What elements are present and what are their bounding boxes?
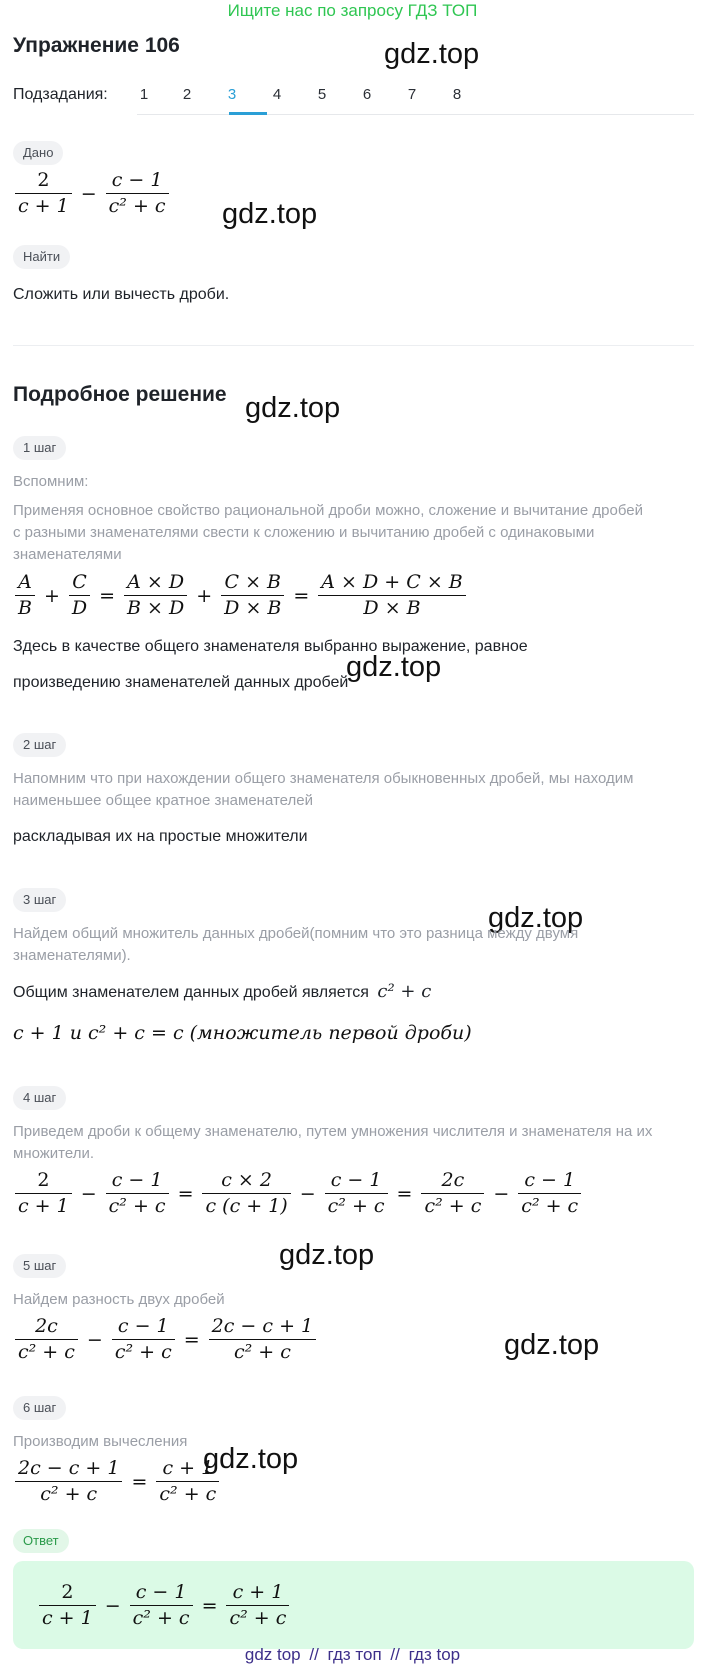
fraction-numerator: c × 2 — [221, 1169, 272, 1191]
step-text — [13, 981, 431, 1002]
fraction-numerator: 2 — [37, 169, 50, 191]
fraction-denominator: D × B — [363, 597, 421, 619]
step-text-label: Общим знаменателем данных дробей является — [13, 984, 369, 1001]
step-text: раскладывая их на простые множители — [13, 828, 308, 845]
given-expression — [12, 168, 172, 219]
step-badge: 1 шаг — [13, 436, 66, 460]
watermark: gdz.top — [245, 392, 341, 424]
step-badge: 4 шаг — [13, 1086, 66, 1110]
active-tab-indicator — [229, 112, 267, 115]
fraction-numerator: c − 1 — [117, 1315, 169, 1337]
fraction-numerator: c − 1 — [111, 1169, 163, 1191]
step-badge: 3 шаг — [13, 888, 66, 912]
fraction-denominator: c² + c — [40, 1483, 98, 1505]
fraction-numerator: C — [72, 571, 87, 593]
step4-formula: $\frac{2}{c + 1}$ − $\frac{c - 1}{\text{c² + c}}$ = $\frac{c \times 2}{c (c + 1)}$ − $\frac{c - 1}{\text{c² + c}}$ = $\frac{2c}{\text{c² + c}}$ − $\frac{c - 1}{\text{c² + c}}$ — [12, 1168, 584, 1219]
find-badge: Найти — [13, 245, 70, 269]
watermark: gdz.top — [346, 651, 442, 683]
fraction-denominator: c² + c — [18, 1341, 75, 1363]
step-note: Применяя основное свойство рациональной дроби можно, сложение и вычитание дробей с разными знаменателями свести к сложению и вычитанию дробей с одинаковыми знаменателями — [13, 502, 643, 563]
fraction-numerator: C × B — [224, 571, 282, 593]
footer-separator: // — [309, 1645, 319, 1664]
footer-link[interactable]: гдз top — [408, 1645, 461, 1664]
fraction-denominator: c (c + 1) — [205, 1195, 288, 1217]
fraction-denominator: c + 1 — [42, 1607, 93, 1629]
footer-link[interactable]: гдз топ — [327, 1645, 382, 1664]
subtask-tab-1[interactable]: 1 — [139, 86, 149, 103]
step-note: Найдем общий множитель данных дробей(помним что это разница между двумя знаменателями). — [13, 925, 579, 964]
fraction-denominator: B × D — [127, 597, 185, 619]
fraction-denominator: c² + c — [521, 1195, 579, 1217]
subtask-tab-2[interactable]: 2 — [182, 86, 192, 103]
fraction-numerator: 2c − c + 1 — [211, 1315, 314, 1337]
watermark: gdz.top — [279, 1239, 375, 1271]
subtasks-label: Подзадания: — [13, 86, 108, 103]
subtask-tab-5[interactable]: 5 — [317, 86, 327, 103]
step-badge: 5 шаг — [13, 1254, 66, 1278]
footer-link[interactable]: gdz top — [244, 1645, 301, 1664]
fraction-numerator: c − 1 — [135, 1581, 187, 1603]
step-text: Здесь в качестве общего знаменателя выбранно выражение, равное — [13, 638, 528, 655]
fraction-numerator: A × D + C × B — [321, 571, 463, 593]
subtask-tab-6[interactable]: 6 — [362, 86, 372, 103]
answer-formula: $\frac{2}{c + 1}$ − $\frac{c - 1}{\text{c² + c}}$ = $\frac{c + 1}{\text{c² + c}}$ — [36, 1580, 292, 1631]
fraction-numerator: c + 1 — [162, 1457, 214, 1479]
promo-banner: Ищите нас по запросу ГДЗ ТОП — [227, 1, 478, 20]
solution-title: Подробное решение — [13, 383, 227, 406]
section-divider — [13, 345, 694, 346]
step-note: Найдем разность двух дробей — [13, 1291, 225, 1308]
fraction-denominator: D — [71, 597, 88, 619]
footer-separator: // — [390, 1645, 400, 1664]
fraction-denominator: c² + c — [327, 1195, 385, 1217]
step-text: произведению знаменателей данных дробей — [13, 674, 349, 691]
given-badge: Дано — [13, 141, 63, 165]
fraction-numerator: 2c — [441, 1169, 465, 1191]
fraction-numerator: 2 — [61, 1581, 74, 1603]
page-title: Упражнение 106 — [13, 34, 180, 57]
fraction-denominator: c + 1 — [18, 195, 69, 217]
fraction-numerator: A — [18, 571, 32, 593]
step-badge: 6 шаг — [13, 1396, 66, 1420]
watermark: gdz.top — [504, 1329, 600, 1361]
step-note: Производим вычесления — [13, 1433, 188, 1450]
subtask-tab-7[interactable]: 7 — [407, 86, 417, 103]
fraction-denominator: B — [18, 597, 32, 619]
fraction-numerator: A × D — [127, 571, 185, 593]
step5-formula: $\frac{2c}{\text{c² + c}}$ − $\frac{c - 1}{\text{c² + c}}$ = $\frac{2c - c + 1}{\text{c² + c}}$ — [12, 1314, 319, 1365]
fraction-numerator: 2 — [37, 1169, 50, 1191]
fraction-denominator: c² + c — [233, 1341, 291, 1363]
watermark: gdz.top — [384, 38, 480, 70]
step1-formula: $\frac{A}{B}$ + $\frac{C}{D}$ = $\frac{A \times D}{B \times D}$ + $\frac{C \times B}{D \times B}$ = $\frac{A \times D + C \times B}{D \times B}$ — [12, 570, 469, 621]
fraction-denominator: c² + c — [132, 1607, 190, 1629]
fraction-denominator: c + 1 — [18, 1195, 69, 1217]
fraction-denominator: c² + c — [108, 1195, 166, 1217]
fraction-denominator: c² + c — [229, 1607, 287, 1629]
step-note: Приведем дроби к общему знаменателю, путем умножения числителя и знаменателя на их множители. — [13, 1123, 653, 1162]
subtask-tab-8[interactable]: 8 — [452, 86, 462, 103]
fraction-numerator: c + 1 — [232, 1581, 284, 1603]
step-note: Напомним что при нахождении общего знаменателя обыкновенных дробей, мы находим наименьшее общее кратное знаменателей — [13, 770, 634, 809]
subtasks-divider — [137, 114, 694, 115]
fraction-denominator: c² + c — [108, 195, 166, 217]
watermark: gdz.top — [203, 1443, 299, 1475]
fraction-denominator: c² + c — [114, 1341, 172, 1363]
step-note: Вспомним: — [13, 473, 89, 490]
fraction-numerator: 2c — [35, 1315, 58, 1337]
fraction-numerator: c − 1 — [330, 1169, 382, 1191]
step-badge: 2 шаг — [13, 733, 66, 757]
fraction-numerator: c − 1 — [524, 1169, 576, 1191]
find-text: Сложить или вычесть дроби. — [13, 286, 230, 303]
fraction-denominator: D × B — [224, 597, 282, 619]
step6-formula: $\frac{2c - c + 1}{\text{c² + c}}$ = $\frac{c + 1}{\text{c² + c}}$ — [12, 1456, 222, 1507]
watermark: gdz.top — [488, 902, 584, 934]
footer — [0, 1645, 705, 1665]
watermark: gdz.top — [222, 198, 318, 230]
step3-formula: c + 1 и c² + c = c (множитель первой дроби) — [13, 1022, 472, 1044]
fraction-numerator: c − 1 — [111, 169, 163, 191]
fraction-denominator: c² + c — [159, 1483, 217, 1505]
subtask-tab-3[interactable]: 3 — [227, 86, 237, 103]
fraction-numerator: 2c − c + 1 — [18, 1457, 120, 1479]
answer-badge: Ответ — [13, 1529, 69, 1553]
subtask-tab-4[interactable]: 4 — [272, 86, 282, 103]
operator: − — [80, 182, 97, 205]
inline-math: c² + c — [377, 981, 432, 1002]
fraction-denominator: c² + c — [424, 1195, 482, 1217]
